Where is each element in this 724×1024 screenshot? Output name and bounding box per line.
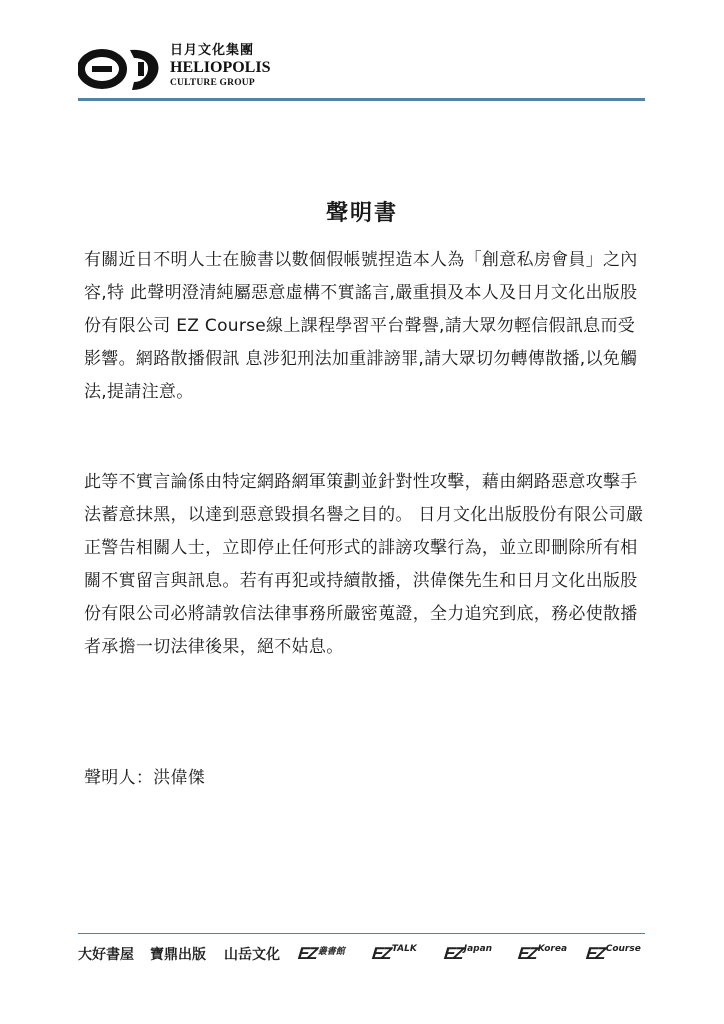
brand-ez-japan (444, 944, 492, 964)
heliopolis-logo-icon (78, 46, 164, 92)
company-logo (78, 44, 278, 94)
footer-brand-bar (78, 944, 648, 966)
logo-english-name: HELIOPOLIS (170, 59, 271, 76)
brand-ez-korea (518, 944, 567, 964)
document-title: 聲明書 (325, 201, 398, 226)
footer-divider (78, 933, 645, 934)
ez-logo-mark: EZ (371, 944, 391, 963)
ez-logo-mark: EZ (517, 944, 537, 963)
ez-suffix: Course (605, 944, 641, 954)
logo-chinese-name: 日月文化集團 (170, 43, 255, 58)
statement-paragraph-1: 有關近日不明人士在臉書以數個假帳號捏造本人為「創意私房會員」之內容,特 此聲明澄清純屬惡意虛構不實謠言,嚴重損及本人及日月文化出版股份有限公司 EZ Course線上課程學習平台聲譽,請大眾勿輕信假訊息而受影響。網路散播假訊 息涉犯刑法加重誹謗罪,請大眾切勿轉傳散播,以免觸法,提請注意。 (84, 250, 638, 402)
ez-logo-mark: EZ (297, 944, 317, 963)
header-divider (78, 98, 645, 101)
ez-suffix: TALK (391, 944, 417, 954)
logo-english-subtitle: CULTURE GROUP (170, 78, 255, 88)
brand-shanyue: 山岳文化 (224, 947, 280, 963)
ez-logo-mark: EZ (443, 944, 463, 963)
brand-baoding: 寶鼎出版 (150, 947, 206, 963)
logo-wordmark (170, 44, 270, 89)
ez-suffix: Korea (537, 944, 568, 954)
ez-suffix: 叢書館 (317, 947, 345, 957)
brand-ez-books (298, 944, 345, 964)
statement-paragraph-2: 此等不實言論係由特定網路網軍策劃並針對性攻擊，藉由網路惡意攻擊手法蓄意抹黑，以達到惡意毀損名譽之目的。 日月文化出版股份有限公司嚴正警告相關人士，立即停止任何形式的誹謗攻擊行為，並立即刪除所有相關不實留言與訊息。若有再犯或持續散播，洪偉傑先生和日月文化出版股份有限公司必將請敦信法律事務所嚴密蒐證，全力追究到底，務必使散播者承擔一切法律後果，絕不姑息。 (84, 472, 644, 657)
ez-logo-mark: EZ (585, 944, 605, 963)
brand-ez-talk (372, 944, 417, 964)
brand-ez-course (586, 944, 641, 964)
ez-suffix: Japan (463, 944, 493, 954)
brand-dahao: 大好書屋 (78, 947, 134, 963)
signature-line: 聲明人：洪偉傑 (84, 768, 206, 788)
